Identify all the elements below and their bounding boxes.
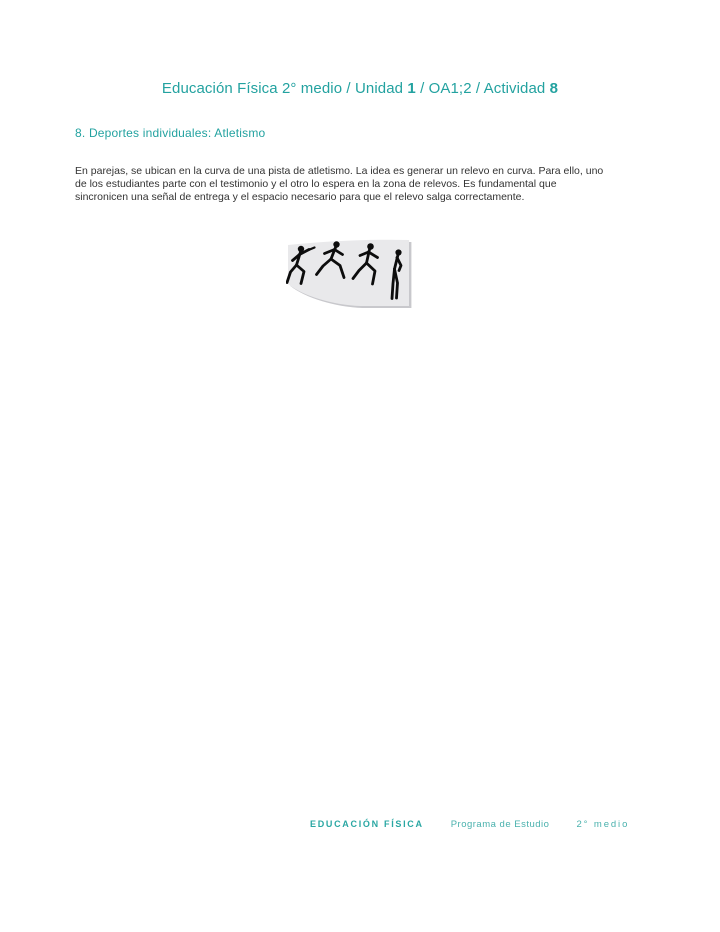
footer-program-label: Programa de Estudio (450, 819, 550, 830)
page-title (0, 80, 720, 97)
activity-paragraph (75, 165, 635, 204)
page-footer (310, 819, 629, 830)
title-activity-number: 8 (549, 80, 559, 97)
relay-illustration (286, 238, 412, 313)
section-heading: 8. Deportes individuales: Atletismo (75, 126, 266, 140)
relay-illustration-svg (286, 238, 412, 313)
title-text-segment: / OA1;2 / Actividad (415, 80, 550, 97)
footer-level-label: 2° medio (576, 819, 630, 830)
footer-subject-label: EDUCACIÓN FÍSICA (310, 819, 424, 829)
paragraph-line: sincronicen una señal de entrega y el espacio necesario para que el relevo salga correctamente. (75, 191, 525, 203)
title-text-segment: Educación Física 2° medio / Unidad (161, 80, 408, 97)
paragraph-line: En parejas, se ubican en la curva de una pista de atletismo. La idea es generar un relevo en curva. Para ello, uno (75, 165, 604, 177)
paragraph-line: de los estudiantes parte con el testimonio y el otro lo espera en la zona de relevos. Es fundamental que (75, 178, 557, 190)
title-unit-number: 1 (407, 80, 416, 97)
